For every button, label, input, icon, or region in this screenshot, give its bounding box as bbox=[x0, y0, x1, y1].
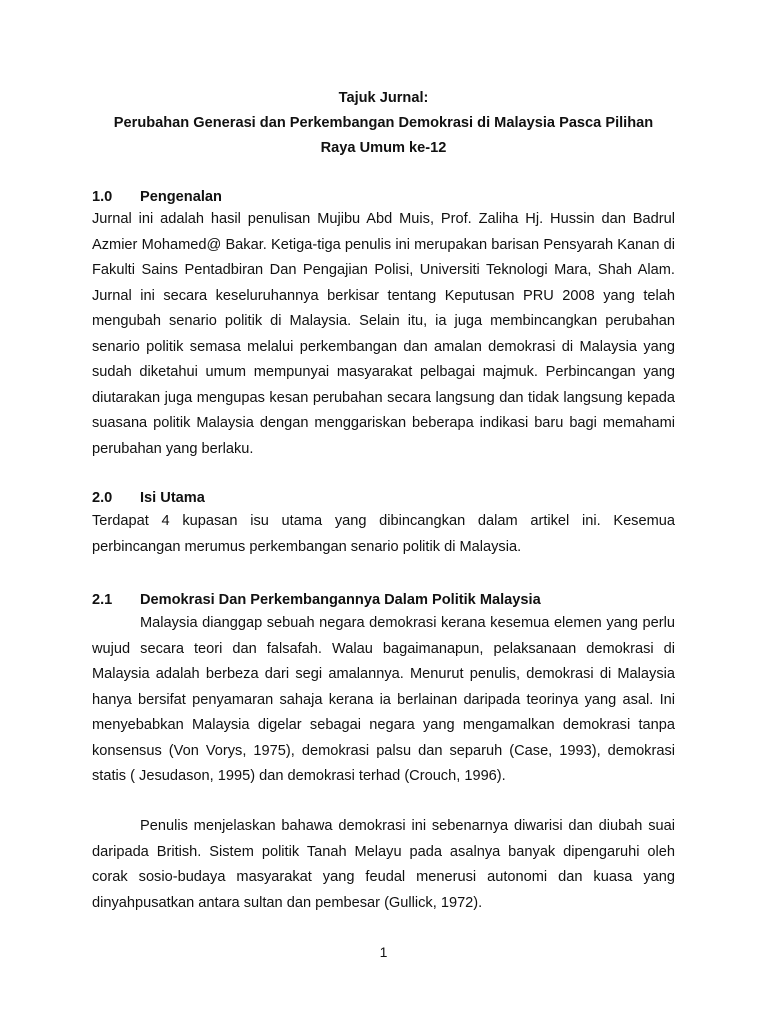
paragraph-pengenalan: Jurnal ini adalah hasil penulisan Mujibu Abd Muis, Prof. Zaliha Hj. Hussin dan Badrul Azmier Mohamed@ Bakar. Ketiga-tiga penulis ini merupakan barisan Pensyarah Kanan di Fakulti Sains Pentadbiran Dan Pengajian Polisi, Universiti Teknologi Mara, Shah Alam. Jurnal ini secara keseluruhannya berkisar tentang Keputusan PRU 2008 yang telah mengubah senario politik di Malaysia. Selain itu, ia juga membincangkan perubahan senario politik semasa melalui perkembangan dan amalan demokrasi di Malaysia yang sudah diketahui umum mempunyai masyarakat pelbagai majmuk. Perbincangan yang diutarakan juga mengupas kesan perubahan secara langsung dan tidak langsung kepada suasana politik Malaysia dengan menggariskan beberapa indikasi baru bagi memahami perubahan yang berlaku. bbox=[92, 211, 675, 457]
section-heading-demokrasi bbox=[92, 588, 675, 613]
section-number: 2.1 bbox=[92, 592, 113, 608]
section-title: Isi Utama bbox=[140, 490, 205, 506]
paragraph-demokrasi-1: Malaysia dianggap sebuah negara demokrasi kerana kesemua elemen yang perlu wujud secara teori dan falsafah. Walau bagaimanapun, pelaksanaan demokrasi di Malaysia adalah berbeza dari segi amalannya. Menurut penulis, demokrasi di Malaysia hanya bersifat penyamaran sahaja kerana ia berlainan daripada teorinya yang asal. Ini menyebabkan Malaysia digelar sebagai negara yang mengamalkan demokrasi tanpa konsensus (Von Vorys, 1975), demokrasi palsu dan separuh (Case, 1993), demokrasi statis ( Jesudason, 1995) dan demokrasi terhad (Crouch, 1996). bbox=[92, 615, 675, 784]
title-line-1: Perubahan Generasi dan Perkembangan Demokrasi di Malaysia Pasca Pilihan bbox=[113, 115, 654, 131]
section-title: Demokrasi Dan Perkembangannya Dalam Politik Malaysia bbox=[140, 592, 541, 608]
title-line-2: Raya Umum ke-12 bbox=[320, 140, 447, 156]
section-title: Pengenalan bbox=[140, 189, 222, 205]
section-number: 1.0 bbox=[92, 189, 113, 205]
paragraph-isi-utama: Terdapat 4 kupasan isu utama yang dibincangkan dalam artikel ini. Kesemua perbincangan merumus perkembangan senario politik di Malaysia. bbox=[92, 513, 675, 555]
page-number: 1 bbox=[379, 944, 388, 960]
section-heading-isi-utama bbox=[92, 486, 675, 511]
section-number: 2.0 bbox=[92, 490, 113, 506]
paragraph-demokrasi-2: Penulis menjelaskan bahawa demokrasi ini sebenarnya diwarisi dan diubah suai daripada British. Sistem politik Tanah Melayu pada asalnya banyak dipengaruhi oleh corak sosio-budaya masyarakat yang feudal menerusi autonomi dan kuasa yang dinyahpusatkan antara sultan dan pembesar (Gullick, 1972). bbox=[92, 818, 675, 911]
title-label: Tajuk Jurnal: bbox=[338, 90, 429, 106]
